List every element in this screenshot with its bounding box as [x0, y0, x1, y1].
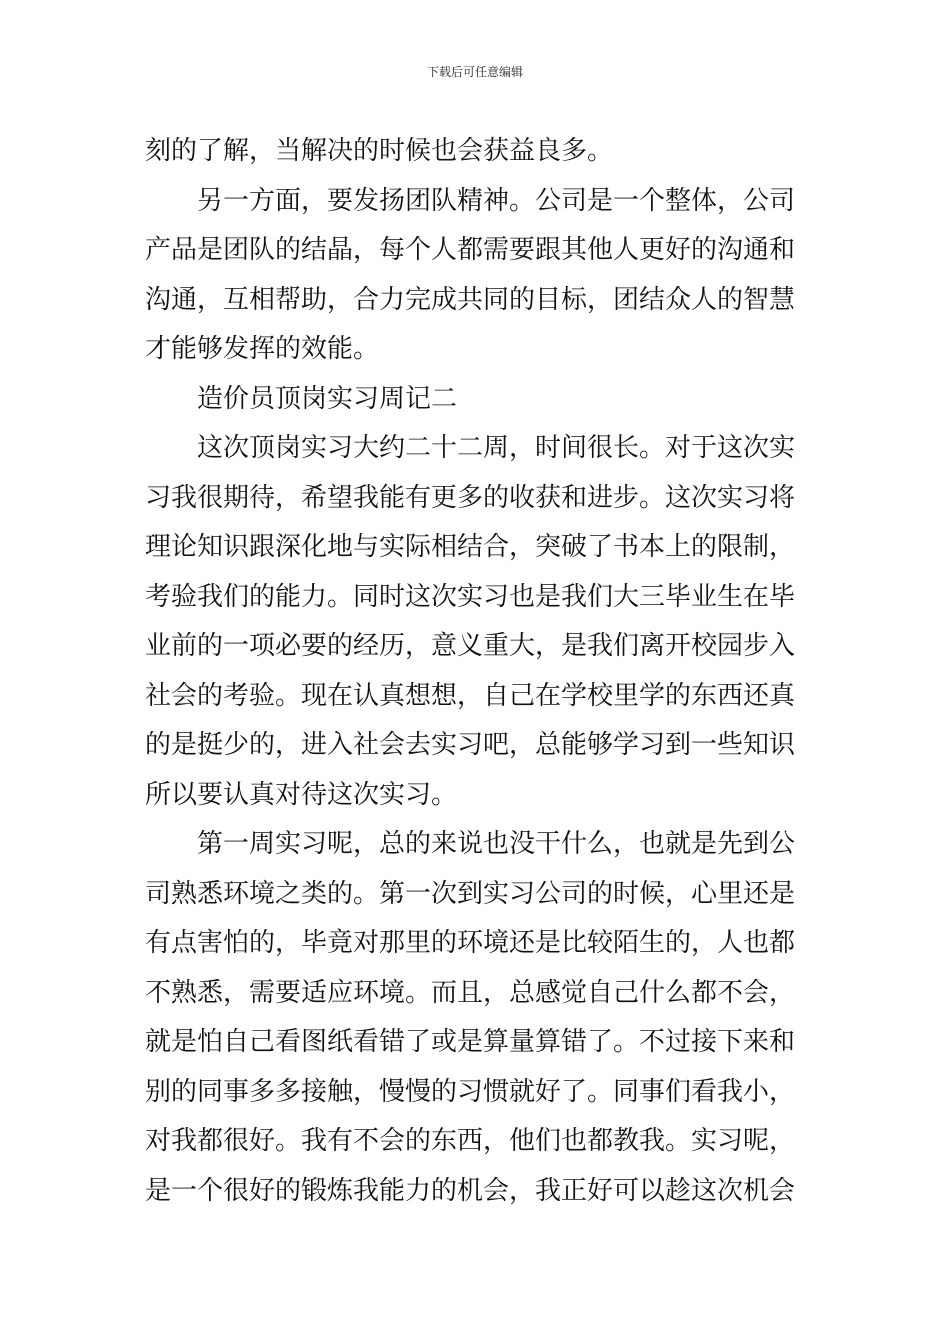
text-line: 司熟悉环境之类的。第一次到实习公司的时候，心里还是: [145, 878, 796, 909]
text-line: 就是怕自己看图纸看错了或是算量算错了。不过接下来和: [145, 1027, 796, 1057]
text-line: 社会的考验。现在认真想想，自己在学校里学的东西还真: [145, 680, 796, 711]
text-line: 对我都很好。我有不会的东西，他们也都教我。实习呢，: [145, 1126, 796, 1156]
text-line: 理论知识跟深化地与实际相结合，突破了书本上的限制，: [145, 532, 796, 562]
text-line: 的是挺少的，进入社会去实习吧，总能够学习到一些知识: [145, 730, 796, 760]
text-line: 所以要认真对待这次实习。: [145, 779, 458, 810]
text-line: 产品是团队的结晶，每个人都需要跟其他人更好的沟通和: [145, 235, 796, 265]
page-header: 下载后可任意编辑: [426, 65, 523, 79]
text-line: 是一个很好的锻炼我能力的机会，我正好可以趁这次机会: [145, 1175, 796, 1206]
text-line: 考验我们的能力。同时这次实习也是我们大三毕业生在毕: [145, 581, 796, 612]
text-line: 这次顶岗实习大约二十二周，时间很长。对于这次实: [197, 433, 796, 463]
text-line: 习我很期待，希望我能有更多的收获和进步。这次实习将: [145, 482, 796, 513]
text-line: 刻的了解，当解决的时候也会获益良多。: [145, 136, 614, 166]
text-line: 第一周实习呢，总的来说也没干什么，也就是先到公: [197, 829, 796, 859]
text-line: 沟通，互相帮助，合力完成共同的目标，团结众人的智慧: [145, 284, 796, 315]
document-body: [145, 127, 815, 1216]
text-line: 业前的一项必要的经历，意义重大，是我们离开校园步入: [145, 631, 796, 661]
text-line: 别的同事多多接触，慢慢的习惯就好了。同事们看我小，: [145, 1076, 796, 1107]
text-line: 才能够发挥的效能。: [145, 334, 380, 364]
text-line: 不熟悉，需要适应环境。而且，总感觉自己什么都不会，: [145, 977, 796, 1008]
text-line: 另一方面，要发扬团队精神。公司是一个整体，公司: [197, 185, 796, 216]
text-line: 有点害怕的，毕竟对那里的环境还是比较陌生的，人也都: [145, 928, 796, 958]
text-line: 造价员顶岗实习周记二: [197, 383, 458, 414]
